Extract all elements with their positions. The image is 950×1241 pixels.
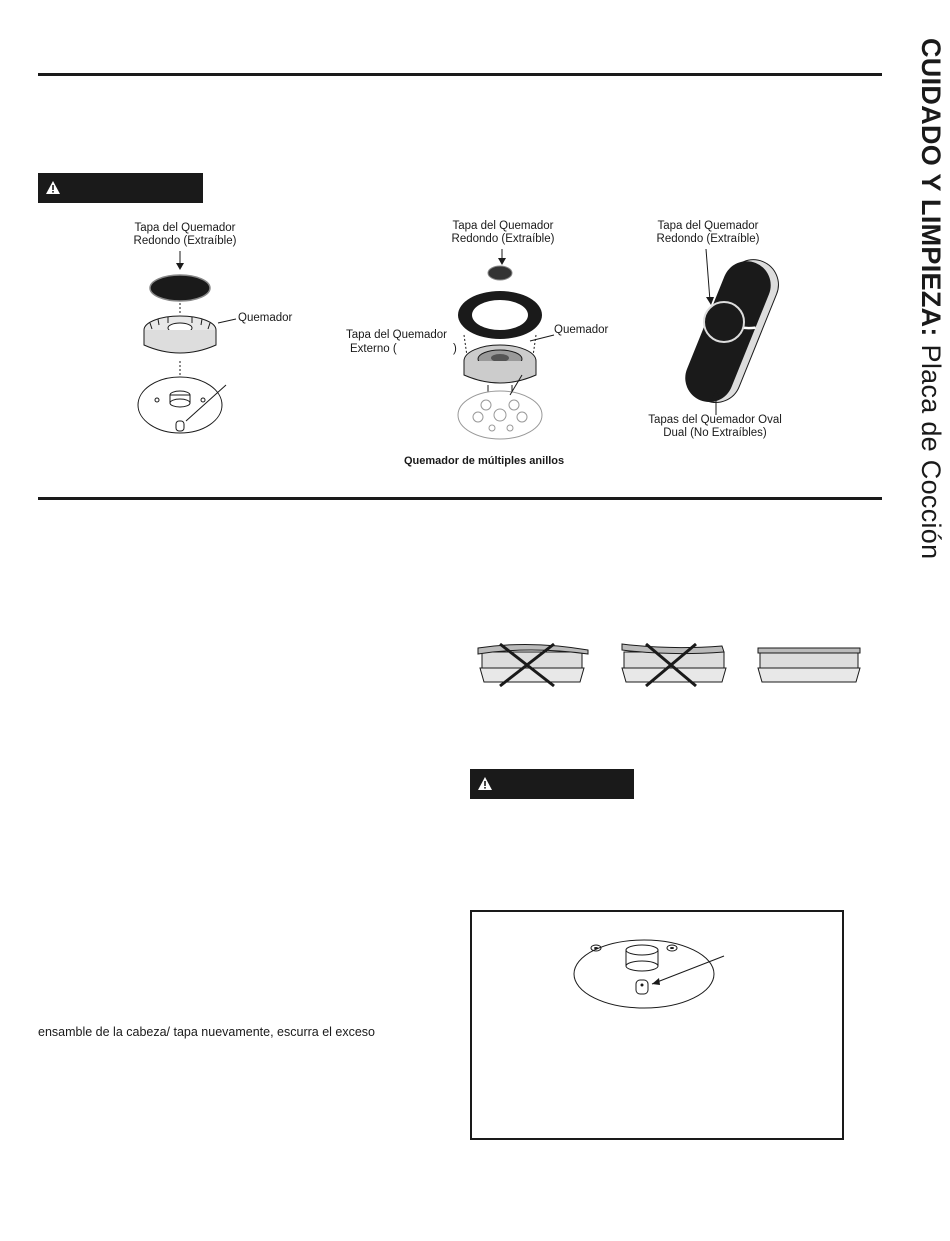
burner-label-1: Quemador [238,312,293,324]
side-section-title [915,38,946,559]
multi-ring-caption: Quemador de múltiples anillos [404,455,565,467]
warning-icon [46,181,60,194]
cap-alignment-figure [470,640,870,690]
round-burner-figure [130,245,310,440]
igniter-figure [572,932,752,1012]
side-title-regular: Placa de Cocción [916,336,946,560]
round-cap-label-2: Tapa del Quemador Redondo (Extraíble) [451,220,555,245]
warning-bar-2 [470,769,634,799]
outer-cap-label-a: Tapa del Quemador [346,329,448,341]
round-cap-label-1: Tapa del Quemador Redondo (Extraíble) [133,222,237,247]
body-text-line: ensamble de la cabeza/ tapa nuevamente, escurra el exceso [38,1025,376,1039]
outer-cap-label-b: Externo ( [350,343,397,355]
outer-cap-label-c: ) [453,343,457,355]
burner-label-2: Quemador [554,324,609,336]
middle-rule [38,497,882,500]
warning-icon [478,777,492,790]
oval-burner-figure [680,245,780,425]
round-cap-label-3: Tapa del Quemador Redondo (Extraíble) [656,220,760,245]
igniter-figure-box [470,910,844,1140]
side-title-bold: CUIDADO Y LIMPIEZA: [916,38,946,337]
oval-caps-label: Tapas del Quemador Oval Dual (No Extraíbles) [648,414,782,439]
top-rule [38,73,882,76]
warning-bar [38,173,203,203]
